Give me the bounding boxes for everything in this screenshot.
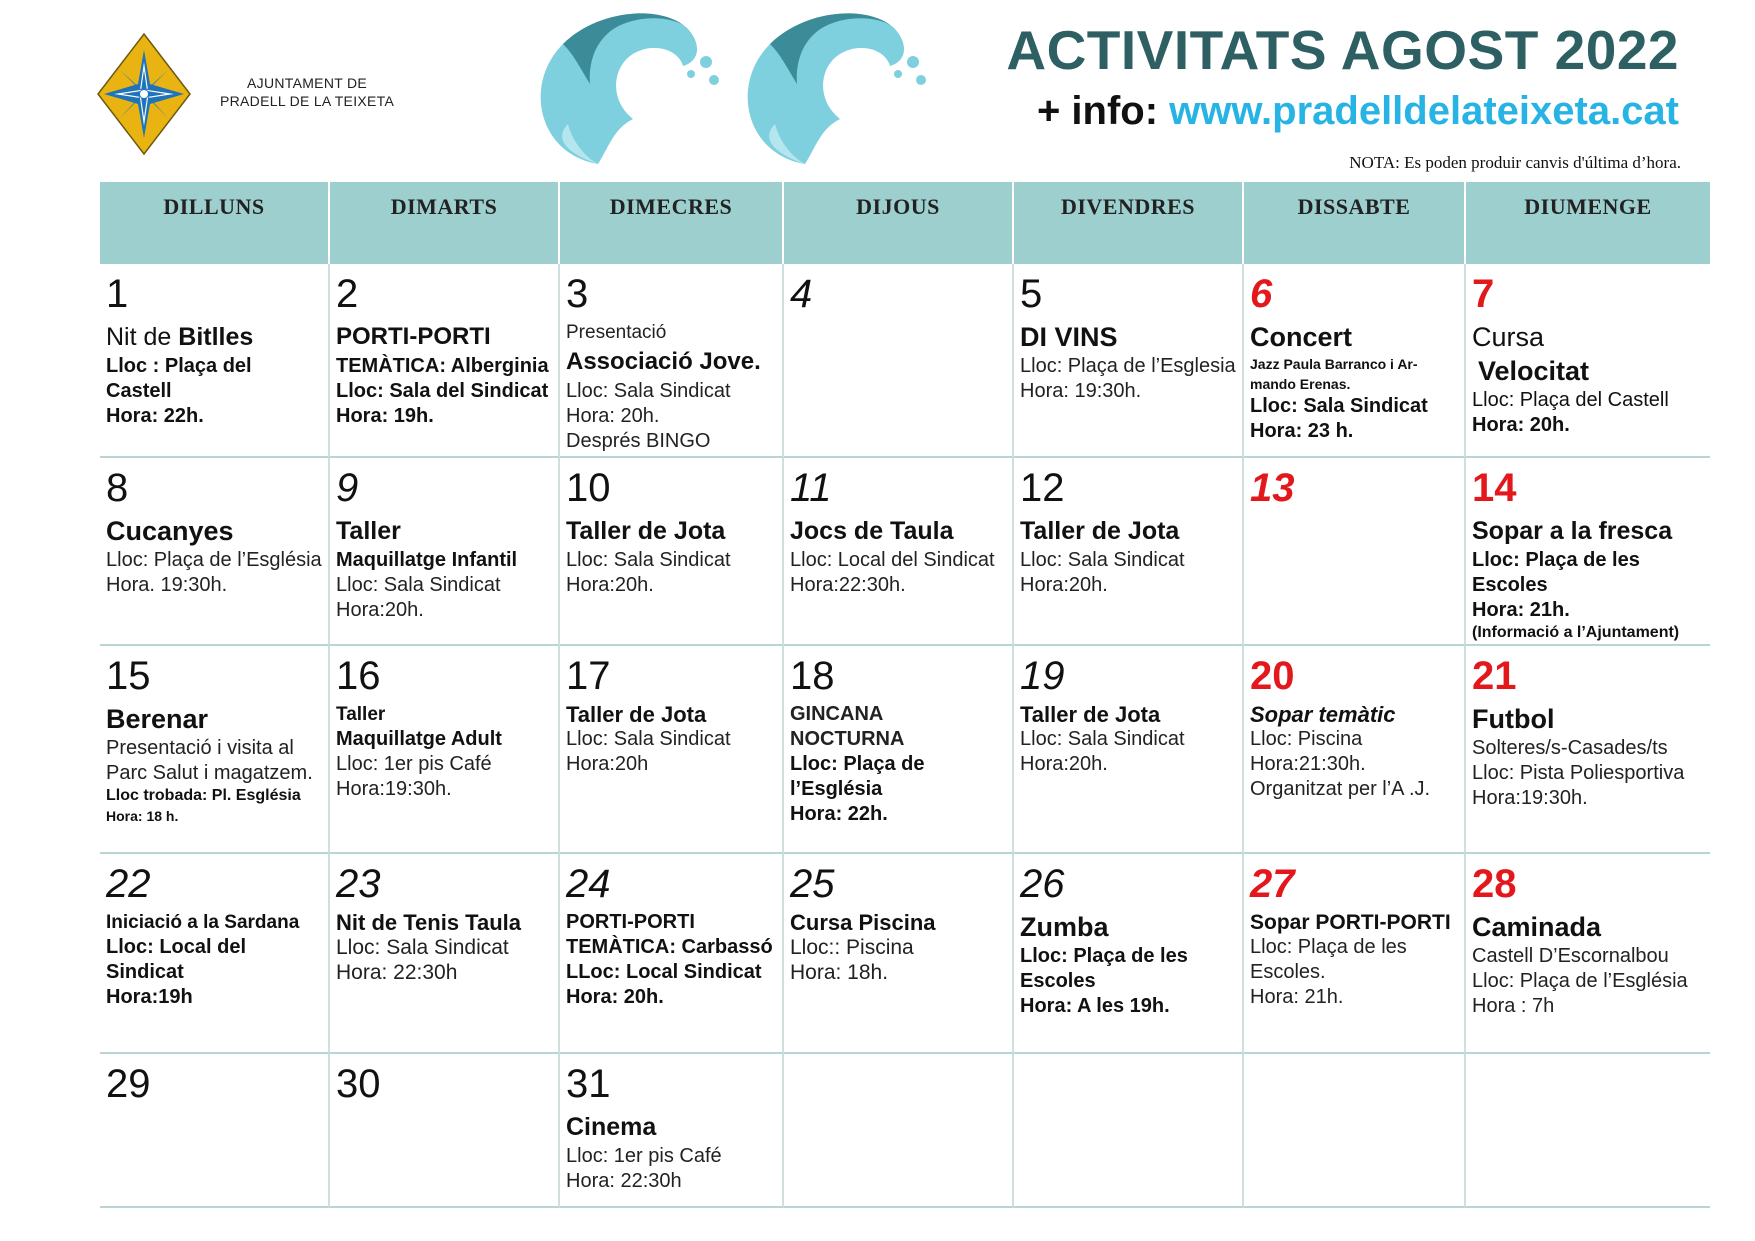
day-cell-15 [100,646,330,854]
day-cell-25 [784,854,1014,1054]
event-title: Concert [1250,322,1353,352]
day-cell-14 [1466,458,1710,646]
event-title: Taller de Jota [1020,517,1180,545]
weekday-monday: DILLUNS [100,182,330,264]
day-number: 19 [1020,654,1065,698]
event-title-2: Velocitat [1478,356,1590,386]
event-location: Lloc: Plaça de l’Església [106,549,322,571]
day-cell-19 [1014,646,1244,854]
event-time: Hora: 23 h. [1250,420,1354,442]
event-detail: TEMÀTICA: Carbassó [566,936,773,958]
page-title: ACTIVITATS AGOST 2022 [1006,19,1679,81]
event-time: Hora: 19:30h. [1020,380,1142,402]
event-location: Lloc: Local del Sindicat [106,936,247,983]
event-location: Lloc: Plaça de l’Església [1472,970,1688,992]
event-title: Sopar PORTI-PORTI [1250,911,1451,934]
event-title: Cinema [566,1113,657,1141]
weekday-friday: DIVENDRES [1014,182,1244,264]
day-number: 16 [336,654,381,698]
event-time: Hora:19:30h. [336,778,452,800]
day-cell-11 [784,458,1014,646]
event-title: Jocs de Taula [790,517,954,545]
day-number: 4 [790,272,813,316]
event-time: Hora:19:30h. [1472,787,1588,809]
event-title: Nit de Tenis Taula [336,910,521,935]
day-cell-30 [330,1054,560,1208]
day-number: 8 [106,466,129,510]
day-cell-26 [1014,854,1244,1054]
wave-icon [528,4,728,169]
day-number: 27 [1250,862,1295,906]
day-number: 9 [336,466,359,510]
event-time: Hora. 19:30h. [106,574,228,596]
event-location: Lloc : Plaça del Castell [106,355,252,402]
event-title: Taller de Jota [1020,702,1161,727]
event-time: Hora:20h. [336,599,424,621]
day-cell-22 [100,854,330,1054]
event-detail: Castell D’Escornalbou [1472,945,1669,967]
empty-cell [1014,1054,1244,1208]
event-location: Lloc: Plaça de les [1250,936,1407,958]
event-location: Lloc: Sala del Sindicat [336,380,549,402]
event-time: Hora: 19h. [336,405,434,427]
day-number: 18 [790,654,835,698]
day-number: 7 [1472,272,1495,316]
event-detail: Maquillatge Infantil [336,549,518,571]
day-cell-12 [1014,458,1244,646]
event-detail: Maquillatge Adult [336,728,502,750]
day-number: 5 [1020,272,1043,316]
day-number: 20 [1250,654,1295,698]
event-location: Lloc: 1er pis Café [336,753,492,775]
weekday-header [100,182,1710,264]
event-time: Hora: A les 19h. [1020,995,1170,1017]
event-title: DI VINS [1020,322,1118,352]
municipal-logo [96,32,192,156]
event-title: Taller de Jota [566,517,726,545]
event-time: Hora: 22h. [106,405,204,427]
event-location: Lloc: Plaça de les Escoles [1472,549,1640,596]
event-time: Hora: 21h. [1250,986,1344,1008]
day-cell-24 [560,854,784,1054]
event-title: Berenar [106,704,209,734]
event-pre: Presentació [566,322,667,343]
day-cell-8 [100,458,330,646]
event-location: Lloc: Sala Sindicat [566,728,731,750]
info-url-link[interactable]: www.pradelldelateixeta.cat [1169,89,1679,133]
day-cell-20 [1244,646,1466,854]
organization-name [220,74,394,110]
event-location: Lloc: 1er pis Café [566,1145,722,1167]
day-number: 22 [106,862,151,906]
weekday-sunday: DIUMENGE [1524,194,1652,219]
event-location: Lloc trobada: Pl. Església [106,787,301,804]
event-title: Sopar a la fresca [1472,517,1673,545]
info-line [1037,89,1679,134]
day-number: 15 [106,654,151,698]
event-location: Lloc: Sala Sindicat [1020,728,1185,750]
event-title: Associació Jove. [566,348,761,375]
event-title: Sopar temàtic [1250,702,1396,727]
event-detail: mando Erenas. [1250,376,1351,392]
event-time: Hora:20h. [1020,753,1108,775]
day-cell-9 [330,458,560,646]
day-cell-5 [1014,264,1244,458]
event-title: PORTI-PORTI [566,911,695,933]
day-cell-29 [100,1054,330,1208]
day-number: 23 [336,862,381,906]
empty-cell [784,1054,1014,1208]
event-pre: Taller [336,704,386,725]
event-detail: Solteres/s-Casades/ts [1472,737,1668,759]
event-location-2: Escoles. [1250,961,1326,983]
event-time: Hora:20h. [1020,574,1108,596]
day-number: 11 [790,466,832,510]
calendar [100,182,1710,1208]
weekday-tuesday: DIMARTS [330,182,560,264]
day-cell-31 [560,1054,784,1208]
day-cell-10 [560,458,784,646]
event-detail: Jazz Paula Barranco i Ar- [1250,356,1418,372]
day-number: 12 [1020,466,1065,510]
event-title: Iniciació a la Sardana [106,912,300,933]
event-location: Lloc: Sala Sindicat [336,574,501,596]
event-time: Hora: 21h. [1472,599,1570,621]
event-location: Lloc: Local del Sindicat [790,549,995,571]
org-line-2: PRADELL DE LA TEIXETA [220,93,395,109]
event-title: Taller [336,517,401,545]
day-cell-28 [1466,854,1710,1054]
weekday-saturday: DISSABTE [1244,182,1466,264]
day-number: 31 [566,1062,611,1106]
day-number: 29 [106,1062,151,1106]
event-time: Hora: 20h. [566,986,664,1008]
day-cell-18 [784,646,1014,854]
day-number: 21 [1472,654,1517,698]
event-title [106,320,322,354]
day-number: 26 [1020,862,1065,906]
day-number: 25 [790,862,835,906]
weekday-thursday: DIJOUS [784,182,1014,264]
event-time: Hora: 22h. [790,803,888,825]
event-title: Cucanyes [106,516,234,546]
event-detail: Parc Salut i magatzem. [106,762,313,784]
event-location: Lloc: Plaça de les [1020,945,1188,967]
day-number: 13 [1250,466,1295,510]
event-title-bold: Bitlles [178,323,254,351]
empty-cell [1466,1054,1710,1208]
day-number: 24 [566,862,611,906]
event-location: Lloc: Sala Sindicat [336,936,509,959]
day-cell-17 [560,646,784,854]
day-cell-1 [100,264,330,458]
event-location: Lloc: Sala Sindicat [1250,395,1428,417]
day-cell-13 [1244,458,1466,646]
event-detail: (Informació a l’Ajuntament) [1472,624,1680,641]
event-location: Lloc: Plaça de l’Església [790,753,925,800]
event-time: Hora:20h [566,753,649,775]
day-number: 10 [566,466,611,510]
event-title: Zumba [1020,912,1109,942]
day-number: 3 [566,272,589,316]
event-detail: TEMÀTICA: Alberginia [336,355,549,377]
day-number: 14 [1472,466,1517,510]
event-location: LLoc: Local Sindicat [566,961,762,983]
event-title: GINCANA [790,703,884,725]
event-detail: Després BINGO [566,430,711,452]
event-title: Taller de Jota [566,702,707,727]
event-location: Lloc: Sala Sindicat [566,549,731,571]
note-text: NOTA: Es poden produir canvis d'última d’hora. [1349,153,1681,172]
empty-cell [1244,1054,1466,1208]
event-time: Hora: 20h. [566,405,660,427]
event-title-prefix: Nit de [106,323,179,351]
event-location: Lloc:: Piscina [790,936,914,959]
wave-icon [735,4,935,169]
event-location: Lloc: Pista Poliesportiva [1472,762,1685,784]
weekday-wednesday: DIMECRES [560,182,784,264]
event-time: Hora: 22:30h [566,1170,682,1192]
event-title: Futbol [1472,704,1555,734]
day-cell-2 [330,264,560,458]
day-cell-3 [560,264,784,458]
event-time: Hora:21:30h. [1250,753,1366,775]
day-number: 28 [1472,862,1517,906]
event-location: Lloc: Piscina [1250,728,1363,750]
event-time: Hora: 22:30h [336,961,458,984]
day-cell-21 [1466,646,1710,854]
day-number: 17 [566,654,611,698]
day-number: 1 [106,272,129,316]
day-cell-27 [1244,854,1466,1054]
day-number: 30 [336,1062,381,1106]
day-number: 6 [1250,272,1273,316]
calendar-grid [100,264,1710,1208]
day-cell-6 [1244,264,1466,458]
event-title: Caminada [1472,912,1602,942]
event-title: PORTI-PORTI [336,323,491,350]
event-time: Hora: 18h. [790,961,889,984]
event-title: Cursa Piscina [790,910,936,935]
event-detail: Organitzat per l’A .J. [1250,778,1431,800]
event-location: Lloc: Sala Sindicat [1020,549,1185,571]
event-time: Hora: 18 h. [106,808,179,824]
day-cell-23 [330,854,560,1054]
event-location: Lloc: Plaça del Castell [1472,389,1669,411]
event-location: Lloc: Plaça de l’Esglesia [1020,355,1236,377]
event-time: Hora: 20h. [1472,414,1570,436]
event-location: Lloc: Sala Sindicat [566,380,731,402]
event-time: Hora:22:30h. [790,574,906,596]
event-time: Hora:20h. [566,574,654,596]
event-title: Cursa [1472,322,1545,352]
event-title-2: NOCTURNA [790,728,905,750]
day-number: 2 [336,272,359,316]
event-time: Hora:19h [106,986,193,1008]
day-cell-4 [784,264,1014,458]
event-detail: Presentació i visita al [106,737,294,759]
day-cell-7 [1466,264,1710,458]
org-line-1: AJUNTAMENT DE [247,75,368,91]
event-location-2: Escoles [1020,970,1096,992]
event-time: Hora : 7h [1472,995,1555,1017]
info-label: + info: [1036,89,1159,133]
day-cell-16 [330,646,560,854]
